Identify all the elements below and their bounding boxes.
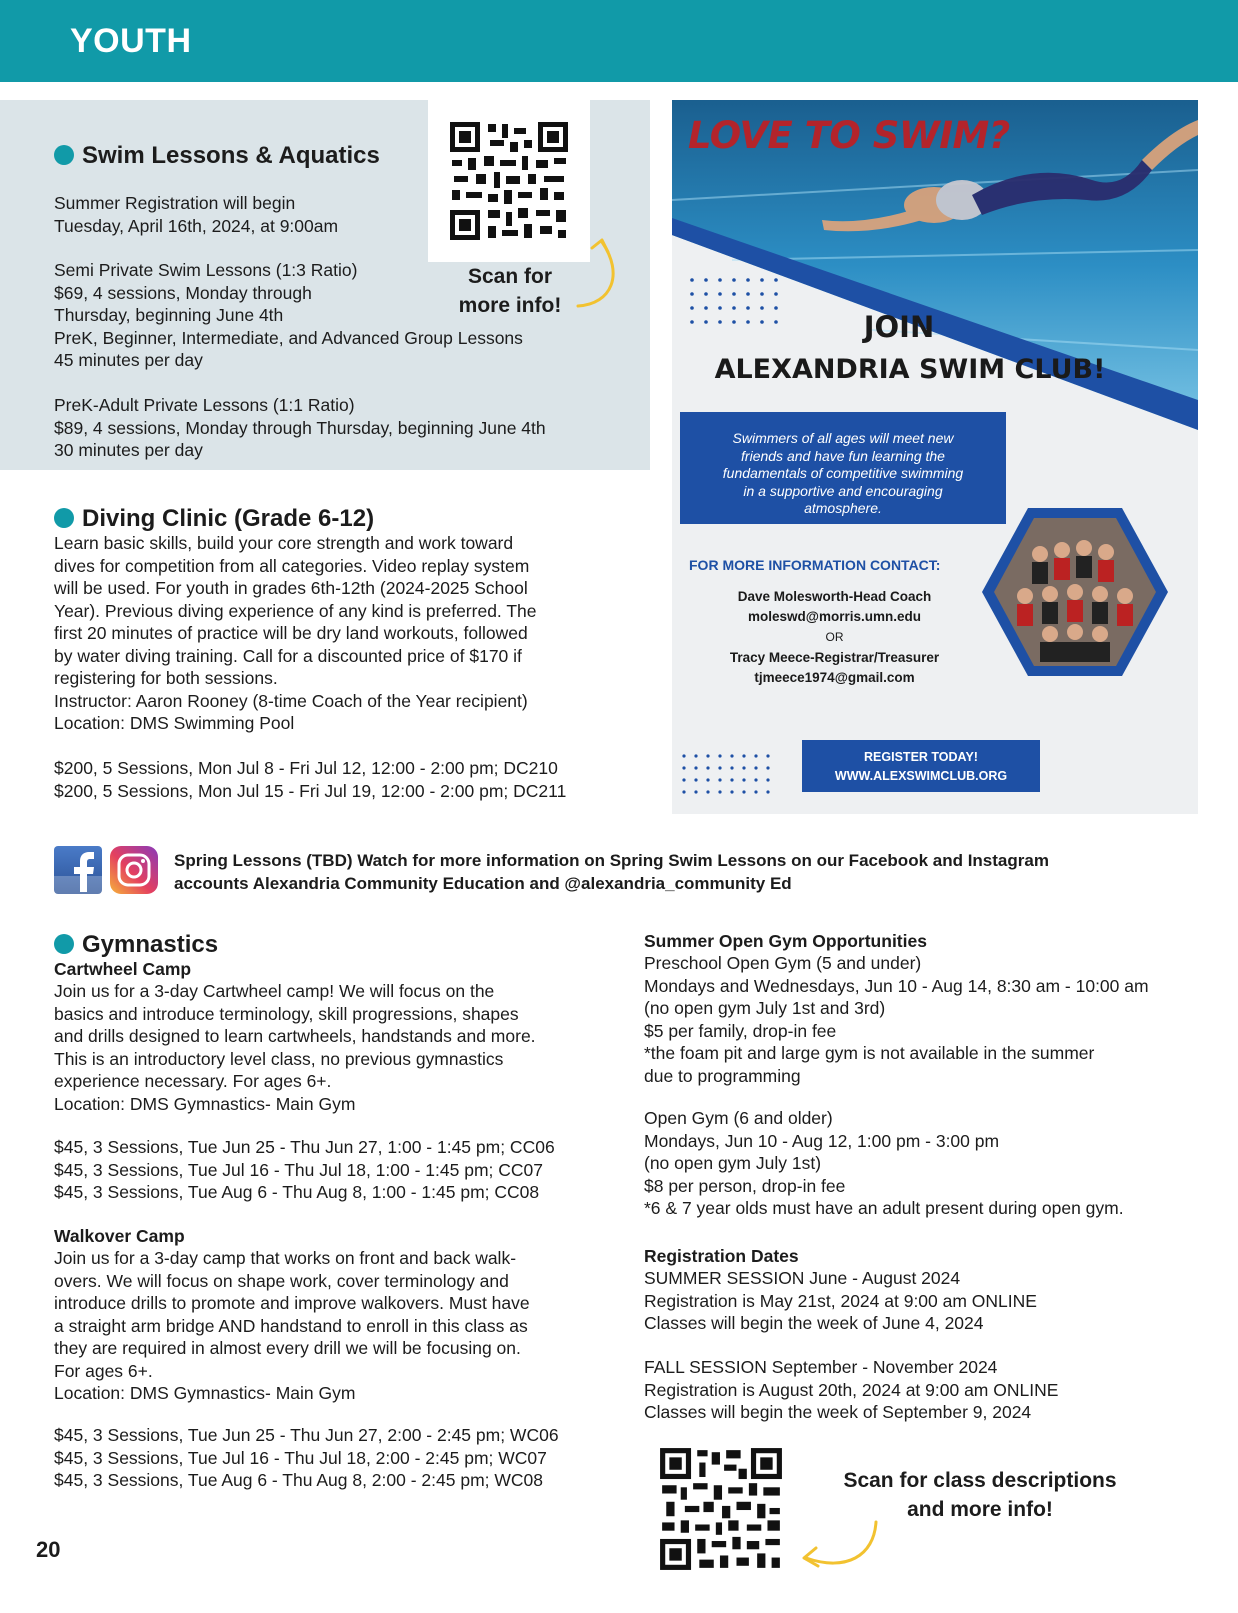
diving-clinic-description: Learn basic skills, build your core strength and work toward dives for competition from all categories. Video replay system will be used. For youth in grades 6th-12th (2024-2025 School Year). Previous diving experience of any kind is preferred. The first 20 minutes of practice will be dry land workouts, followed by water diving training. Call for a discounted price of $170 if registering for both sessions. Instructor: Aaron Rooney (8-time Coach of the Year recipient) Location: DMS Swimming Pool bbox=[54, 533, 537, 733]
swim-club-flyer bbox=[672, 100, 1198, 814]
flyer-headline: LOVE TO SWIM? bbox=[688, 114, 1010, 157]
bullet-dot-icon bbox=[54, 934, 74, 954]
bullet-dot-icon bbox=[54, 508, 74, 528]
spring-lessons-notice: Spring Lessons (TBD) Watch for more information on Spring Swim Lessons on our Facebook and Instagram accounts Alexandria Community Education and @alexandria_community Ed bbox=[174, 851, 1049, 893]
page-number: 20 bbox=[36, 1537, 61, 1562]
bullet-dot-icon bbox=[54, 145, 74, 165]
scan-for-class-descriptions-label: Scan for class descriptions and more info! bbox=[843, 1469, 1117, 1521]
flyer-contact-heading: FOR MORE INFORMATION CONTACT: bbox=[689, 557, 941, 573]
contact-or: OR bbox=[825, 630, 844, 644]
scan-for-info-label: Scan for more info! bbox=[458, 265, 562, 317]
private-lessons-text: PreK-Adult Private Lessons (1:1 Ratio) $89, 4 sessions, Monday through Thursday, beginning June 4th 30 minutes per day bbox=[54, 395, 546, 460]
facebook-icon[interactable] bbox=[54, 846, 102, 894]
swim-lessons-heading: Swim Lessons & Aquatics bbox=[54, 142, 380, 170]
instagram-icon[interactable] bbox=[110, 846, 158, 894]
registration-dates-title: Registration Dates bbox=[644, 1246, 799, 1266]
register-today-link[interactable]: REGISTER TODAY! WWW.ALEXSWIMCLUB.ORG bbox=[802, 740, 1040, 792]
contact-2-name: Tracy Meece-Registrar/Treasurer bbox=[729, 650, 940, 665]
walkover-camp-title: Walkover Camp bbox=[54, 1226, 185, 1246]
preschool-open-gym-text: Preschool Open Gym (5 and under) Mondays and Wednesdays, Jun 10 - Aug 14, 8:30 am - 10:00 am (no open gym July 1st and 3rd) $5 per family, drop-in fee *the foam pit and large gym is not available in the summer due to programming bbox=[644, 953, 1149, 1086]
contact-1-email[interactable]: moleswd@morris.umn.edu bbox=[748, 609, 921, 624]
section-title: YOUTH bbox=[70, 22, 192, 60]
qr-code-icon[interactable] bbox=[448, 120, 570, 242]
contact-1-name: Dave Molesworth-Head Coach bbox=[737, 589, 932, 604]
cartwheel-camp-title: Cartwheel Camp bbox=[54, 959, 192, 979]
fall-session-text: FALL SESSION September - November 2024 Registration is August 20th, 2024 at 9:00 am ONLINE Classes will begin the week of September 9, 2024 bbox=[644, 1357, 1059, 1422]
swim-registration-text: Summer Registration will begin Tuesday, April 16th, 2024, at 9:00am bbox=[54, 193, 339, 236]
open-gym-older-text: Open Gym (6 and older) Mondays, Jun 10 - Aug 12, 1:00 pm - 3:00 pm (no open gym July 1st) $8 per person, drop-in fee *6 & 7 year olds must have an adult present during open gym. bbox=[644, 1108, 1124, 1218]
flyer-blurb: Swimmers of all ages will meet new friends and have fun learning the fundamentals of competitive swimming in a supportive and encouraging atmosphere. bbox=[680, 412, 1006, 524]
summer-session-text: SUMMER SESSION June - August 2024 Registration is May 21st, 2024 at 9:00 am ONLINE Classes will begin the week of June 4, 2024 bbox=[644, 1268, 1037, 1333]
dot-pattern-decoration bbox=[680, 752, 780, 802]
section-header bbox=[0, 0, 1238, 82]
arrow-icon bbox=[572, 234, 630, 314]
gymnastics-heading: Gymnastics bbox=[54, 931, 218, 959]
flyer-join-line2: ALEXANDRIA SWIM CLUB! bbox=[714, 354, 1106, 385]
walkover-camp-description: Join us for a 3-day camp that works on front and back walk- overs. We will focus on shape work, cover terminology and introduce drills to promote and improve walkovers. Must have a straight arm bridge AND handstand to enroll in this class as they are required in almost every drill we will be focusing on. For ages 6+. Location: DMS Gymnastics- Main Gym bbox=[54, 1248, 530, 1403]
cartwheel-camp-description: Join us for a 3-day Cartwheel camp! We will focus on the basics and introduce terminology, skill progressions, shapes and drills designed to learn cartwheels, handstands and more. This is an introductory level class, no previous gymnastics experience necessary. For ages 6+. Location: DMS Gymnastics- Main Gym bbox=[54, 981, 536, 1114]
contact-2-email[interactable]: tjmeece1974@gmail.com bbox=[754, 670, 915, 685]
semi-private-lessons-text: Semi Private Swim Lessons (1:3 Ratio) $69, 4 sessions, Monday through Thursday, beginning June 4th PreK, Beginner, Intermediate, and Advanced Group Lessons 45 minutes per day bbox=[54, 260, 523, 370]
walkover-camp-sessions: $45, 3 Sessions, Tue Jun 25 - Thu Jun 27, 2:00 - 2:45 pm; WC06 $45, 3 Sessions, Tue Jul 16 - Thu Jul 18, 2:00 - 2:45 pm; WC07 $45, 3 Sessions, Tue Aug 6 - Thu Aug 8, 2:00 - 2:45 pm; WC08 bbox=[54, 1425, 559, 1490]
open-gym-title: Summer Open Gym Opportunities bbox=[644, 931, 927, 951]
diving-clinic-sessions: $200, 5 Sessions, Mon Jul 8 - Fri Jul 12, 12:00 - 2:00 pm; DC210 $200, 5 Sessions, Mon Jul 15 - Fri Jul 19, 12:00 - 2:00 pm; DC211 bbox=[54, 758, 567, 801]
cartwheel-camp-sessions: $45, 3 Sessions, Tue Jun 25 - Thu Jun 27, 1:00 - 1:45 pm; CC06 $45, 3 Sessions, Tue Jul 16 - Thu Jul 18, 1:00 - 1:45 pm; CC07 $45, 3 Sessions, Tue Aug 6 - Thu Aug 8, 1:00 - 1:45 pm; CC08 bbox=[54, 1137, 555, 1202]
arrow-icon bbox=[796, 1516, 880, 1572]
team-photo bbox=[980, 504, 1170, 680]
qr-code-card bbox=[428, 100, 590, 262]
diving-clinic-heading: Diving Clinic (Grade 6-12) bbox=[54, 505, 374, 533]
qr-code-icon[interactable] bbox=[658, 1446, 784, 1572]
flyer-join-line1: JOIN bbox=[863, 310, 935, 344]
